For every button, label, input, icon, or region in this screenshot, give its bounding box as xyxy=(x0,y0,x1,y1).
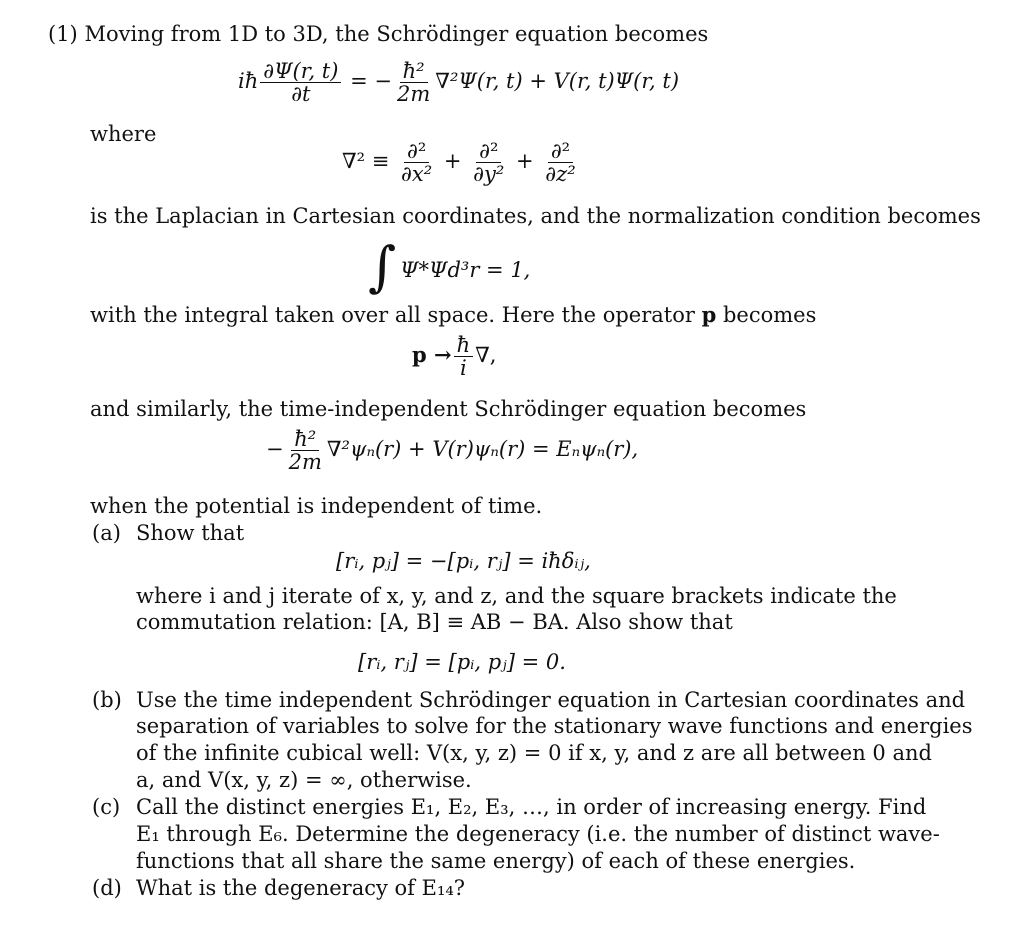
tise-fraction xyxy=(286,428,325,473)
tise-rest: ∇²ψₙ(r) + V(r)ψₙ(r) = Eₙψₙ(r), xyxy=(326,437,639,462)
part-d-text: What is the degeneracy of E₁₄? xyxy=(136,876,466,900)
norm-body: Ψ*Ψd³r = 1, xyxy=(400,258,531,282)
lap-lhs: ∇² ≡ xyxy=(342,149,390,174)
lap-plus-1: + xyxy=(443,149,462,174)
part-c-label: (c) xyxy=(92,795,121,819)
lap-frac-x xyxy=(398,140,435,185)
problem-number: (1) xyxy=(48,22,78,46)
tise-num: ħ² xyxy=(291,428,319,451)
lap-den-y: ∂y² xyxy=(473,162,505,187)
integral-text: with the integral taken over all space. Here the operator xyxy=(90,303,695,327)
tdse-lhs-fraction xyxy=(260,60,341,105)
when-text: when the potential is independent of time. xyxy=(90,494,543,518)
part-b-line-1: Use the time independent Schrödinger equation in Cartesian coordinates and xyxy=(136,688,966,712)
p-fraction xyxy=(454,334,474,379)
tise-minus: − xyxy=(266,437,284,462)
lap-den-z: ∂z² xyxy=(545,162,576,187)
integral-sign: ∫ xyxy=(368,235,397,298)
lap-frac-z xyxy=(542,140,578,185)
tdse-rhs-num: ħ² xyxy=(400,60,428,83)
similarly-text: and similarly, the time-independent Schrödinger equation becomes xyxy=(90,397,807,421)
part-a-where-1: where i and j iterate of x, y, and z, and the square brackets indicate the xyxy=(136,584,897,608)
becomes-text: becomes xyxy=(722,303,817,327)
where-text: where xyxy=(90,122,157,146)
p-num: ħ xyxy=(454,334,474,357)
part-c-line-1: Call the distinct energies E₁, E₂, E₃, …, in order of increasing energy. Find xyxy=(136,795,927,819)
tdse-rhs-fraction xyxy=(394,60,433,105)
normalization-equation xyxy=(368,232,531,298)
laplacian-text: is the Laplacian in Cartesian coordinates, and the normalization condition becomes xyxy=(90,204,981,228)
part-b-line-3: of the infinite cubical well: V(x, y, z) = 0 if x, y, and z are all between 0 and xyxy=(136,741,932,765)
tdse-rhs-rest: ∇²Ψ(r, t) + V(r, t)Ψ(r, t) xyxy=(435,69,680,94)
p-lhs: p → xyxy=(412,342,452,368)
lap-num-x: ∂² xyxy=(404,140,429,163)
lap-num-y: ∂² xyxy=(476,140,501,163)
part-b-line-2: separation of variables to solve for the stationary wave functions and energies xyxy=(136,714,973,738)
p-rest: ∇, xyxy=(475,343,497,368)
lap-frac-y xyxy=(470,140,507,185)
commutator-equation-2: [rᵢ, rⱼ] = [pᵢ, pⱼ] = 0. xyxy=(358,650,566,674)
lap-num-z: ∂² xyxy=(548,140,573,163)
laplacian-equation xyxy=(342,140,581,185)
part-b-line-4: a, and V(x, y, z) = ∞, otherwise. xyxy=(136,768,472,792)
part-c-line-3: functions that all share the same energy) of each of these energies. xyxy=(136,849,856,873)
part-b-label: (b) xyxy=(92,688,122,712)
intro-text: Moving from 1D to 3D, the Schrödinger equation becomes xyxy=(84,22,709,46)
tdse-rhs-den: 2m xyxy=(397,82,431,107)
lap-plus-2: + xyxy=(516,149,534,174)
part-d-label: (d) xyxy=(92,876,122,900)
tdse-equation xyxy=(238,60,679,105)
tdse-lhs-den: ∂t xyxy=(291,82,311,107)
tdse-lhs-num: ∂Ψ(r, t) xyxy=(260,60,341,83)
part-a-where-2: commutation relation: [A, B] ≡ AB − BA. Also show that xyxy=(136,610,733,634)
part-a-label: (a) xyxy=(92,521,121,545)
operator-p: p xyxy=(701,302,717,327)
momentum-operator-equation xyxy=(412,334,496,379)
intro-line xyxy=(48,22,708,47)
part-a-text: Show that xyxy=(136,521,245,545)
commutator-equation-1: [rᵢ, pⱼ] = −[pᵢ, rⱼ] = iħδᵢⱼ, xyxy=(336,549,591,573)
tise-den: 2m xyxy=(288,450,322,475)
lap-den-x: ∂x² xyxy=(401,162,433,187)
tise-equation xyxy=(266,428,638,473)
integral-text-line xyxy=(90,302,816,328)
p-den: i xyxy=(460,356,467,381)
part-c-line-2: E₁ through E₆. Determine the degeneracy (i.e. the number of distinct wave- xyxy=(136,822,940,846)
tdse-eq: = − xyxy=(350,69,392,94)
tdse-prefix: iħ xyxy=(238,69,259,94)
